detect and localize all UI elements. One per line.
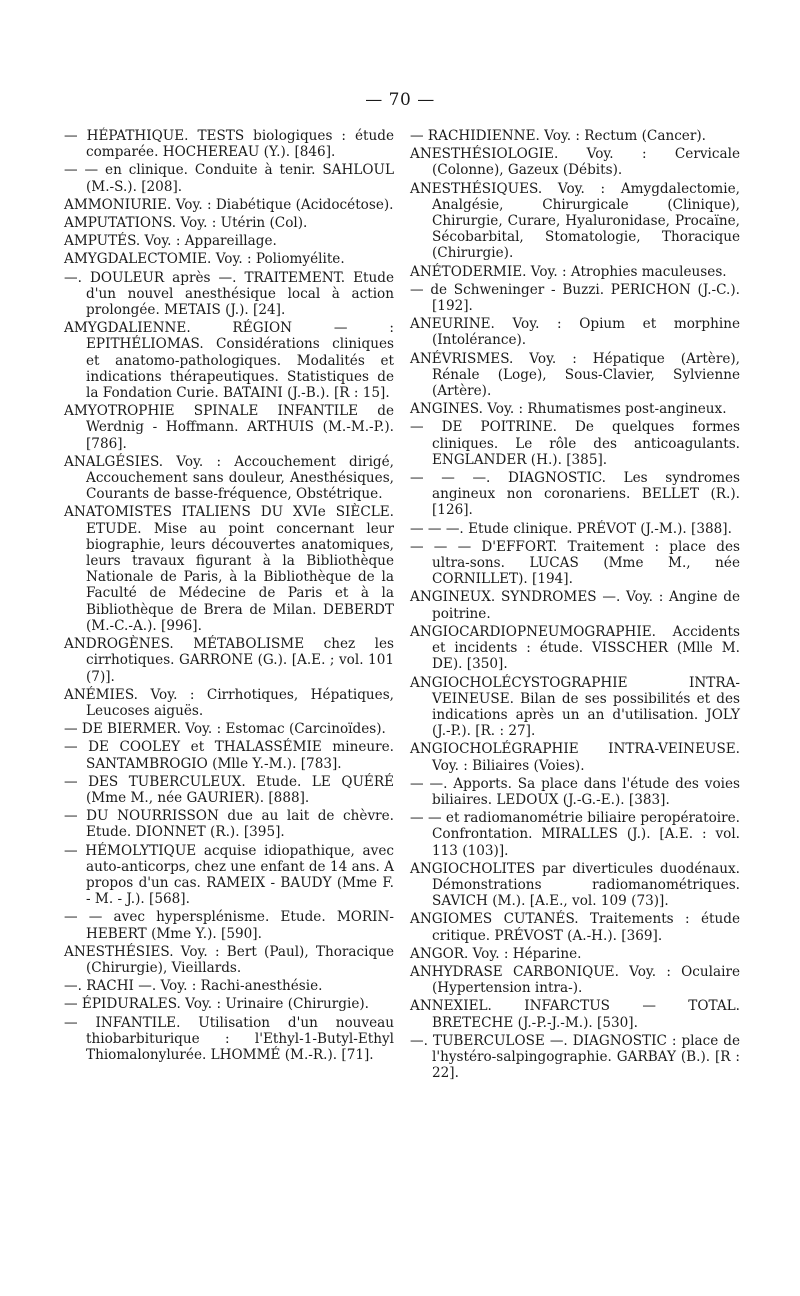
index-entry: — DE POITRINE. De quelques formes cliniques. Le rôle des anticoagulants. ENGLANDER (H.). [385]. [410, 419, 740, 468]
index-column-right [410, 128, 740, 1083]
index-entry: — DE COOLEY et THALASSÉMIE mineure. SANTAMBROGIO (Mlle Y.-M.). [783]. [64, 739, 394, 772]
index-entry: ANESTHÉSIES. Voy. : Bert (Paul), Thoracique (Chirurgie), Vieillards. [64, 943, 394, 976]
index-entry: ANGIOCHOLÉGRAPHIE INTRA-VEINEUSE. Voy. : Biliaires (Voies). [410, 741, 740, 774]
index-entry: — RACHIDIENNE. Voy. : Rectum (Cancer). [410, 128, 706, 144]
index-entry: ANNEXIEL. INFARCTUS — TOTAL. BRETECHE (J.-P.-J.-M.). [530]. [410, 998, 740, 1031]
index-entry: — ÉPIDURALES. Voy. : Urinaire (Chirurgie). [64, 996, 370, 1013]
index-entry: — HÉPATHIQUE. TESTS biologiques : étude comparée. HOCHEREAU (Y.). [846]. [64, 128, 394, 161]
index-entry: — HÉMOLYTIQUE acquise idiopathique, avec auto-anticorps, chez une enfant de 14 ans. A propos d'un cas. RAMEIX - BAUDY (Mme F. - M. - J.). [568]. [64, 842, 394, 908]
index-entry: ANGIOMES CUTANÉS. Traitements : étude critique. PRÉVOST (A.-H.). [369]. [410, 911, 740, 944]
index-entry: — — avec hypersplénisme. Etude. MORIN-HEBERT (Mme Y.). [590]. [64, 909, 394, 942]
index-entry: ANGIOCHOLITES par diverticules duodénaux. Démonstrations radiomanométriques. SAVICH (M.). [A.E., vol. 109 (73)]. [410, 860, 740, 910]
index-entry: ANALGÉSIES. Voy. : Accouchement dirigé, Accouchement sans douleur, Anesthésiques, Courants de basse-fréquence, Obstétrique. [64, 453, 394, 503]
index-entry: ANHYDRASE CARBONIQUE. Voy. : Oculaire (Hypertension intra-). [410, 963, 740, 997]
index-entry: AMYGDALIENNE. RÉGION — : EPITHÉLIOMAS. Considérations cliniques et anatomo-pathologiques. Modalités et indications thérapeutiques. Statistiques de la Fondation Curie. BATAINI (J.-B.). [R : 15]. [64, 320, 394, 402]
index-entry: AMMONIURIE. Voy. : Diabétique (Acidocétose). [64, 196, 394, 213]
index-entry: ANDROGÈNES. MÉTABOLISME chez les cirrhotiques. GARRONE (G.). [A.E. ; vol. 101 (7)]. [64, 636, 394, 685]
index-entry: AMYGDALECTOMIE. Voy. : Poliomyélite. [64, 251, 345, 268]
index-entry: ANATOMISTES ITALIENS DU XVIe SIÈCLE. ETUDE. Mise au point concernant leur biographie, leurs découvertes anatomiques, leurs travaux figurant à la Bibliothèque Nationale de Paris, à la Bibliothèque de la Faculté de Médecine de Paris et à la Bibliothèque de Brera de Milan. DEBERDT (M.-C.-A.). [996]. [64, 504, 394, 634]
index-entry: ANESTHÉSIOLOGIE. Voy. : Cervicale (Colonne), Gazeux (Débits). [410, 146, 740, 179]
index-entry: ANGINES. Voy. : Rhumatismes post-angineux. [410, 401, 727, 418]
index-entry: ANGIOCARDIOPNEUMOGRAPHIE. Accidents et incidents : étude. VISSCHER (Mlle M. DE). [350]. [410, 623, 740, 673]
index-entry: — —. Apports. Sa place dans l'étude des voies biliaires. LEDOUX (J.-G.-E.). [383]. [410, 775, 740, 808]
index-entry: ANÉTODERMIE. Voy. : Atrophies maculeuses. [410, 263, 727, 280]
index-entry: — INFANTILE. Utilisation d'un nouveau thiobarbiturique : l'Ethyl-1-Butyl-Ethyl Thiomalonylurée. LHOMMÉ (M.-R.). [71]. [64, 1014, 394, 1063]
index-entry: ANÉVRISMES. Voy. : Hépatique (Artère), Rénale (Loge), Sous-Clavier, Sylvienne (Artère). [410, 350, 740, 400]
index-entry: —. TUBERCULOSE —. DIAGNOSTIC : place de l'hystéro-salpingographie. GARBAY (B.). [R : 22]. [410, 1032, 740, 1082]
index-entry: ANGINEUX. SYNDROMES —. Voy. : Angine de poitrine. [410, 589, 740, 622]
index-entry: — DE BIERMER. Voy. : Estomac (Carcinoïdes). [64, 721, 386, 738]
index-entry: ANESTHÉSIQUES. Voy. : Amygdalectomie, Analgésie, Chirurgicale (Clinique), Chirurgie, Curare, Hyaluronidase, Procaïne, Sécobarbital, Stomatologie, Thoracique (Chirurgie). [410, 180, 740, 262]
index-entry: — DU NOURRISSON due au lait de chèvre. Etude. DIONNET (R.). [395]. [64, 808, 394, 841]
index-entry: —. RACHI —. Voy. : Rachi-anesthésie. [64, 978, 323, 995]
index-entry: — — — D'EFFORT. Traitement : place des ultra-sons. LUCAS (Mme M., née CORNILLET). [194]. [410, 538, 740, 588]
index-entry: — — et radiomanométrie biliaire peropératoire. Confrontation. MIRALLES (J.). [A.E. : vol. 113 (103)]. [410, 810, 740, 859]
page-number: — 70 — [365, 90, 435, 110]
index-entry: AMYOTROPHIE SPINALE INFANTILE de Werdnig - Hoffmann. ARTHUIS (M.-M.-P.). [786]. [64, 403, 394, 452]
index-entry: AMPUTÉS. Voy. : Appareillage. [64, 233, 277, 250]
index-column-left [64, 128, 394, 1065]
index-entry: — — —. Etude clinique. PRÉVOT (J.-M.). [388]. [410, 520, 732, 537]
index-entry: ANGIOCHOLÉCYSTOGRAPHIE INTRA-VEINEUSE. Bilan de ses possibilités et des indications après un an d'utilisation. JOLY (J.-P.). [R. : 27]. [410, 674, 740, 740]
index-entry: ANEURINE. Voy. : Opium et morphine (Intolérance). [410, 316, 740, 349]
index-entry: — — en clinique. Conduite à tenir. SAHLOUL (M.-S.). [208]. [64, 162, 394, 195]
index-entry: —. DOULEUR après —. TRAITEMENT. Etude d'un nouvel anesthésique local à action prolongée. METAIS (J.). [24]. [64, 269, 394, 319]
index-entry: — DES TUBERCULEUX. Etude. LE QUÉRÉ (Mme M., née GAURIER). [888]. [64, 773, 394, 806]
index-entry: ANGOR. Voy. : Héparine. [410, 945, 582, 962]
index-entry: — de Schweninger - Buzzi. PERICHON (J.-C.). [192]. [410, 281, 740, 315]
index-entry: AMPUTATIONS. Voy. : Utérin (Col). [64, 215, 308, 232]
index-entry: — — —. DIAGNOSTIC. Les syndromes angineux non coronariens. BELLET (R.). [126]. [410, 470, 740, 519]
index-entry: ANÉMIES. Voy. : Cirrhotiques, Hépatiques, Leucoses aiguës. [64, 686, 394, 719]
